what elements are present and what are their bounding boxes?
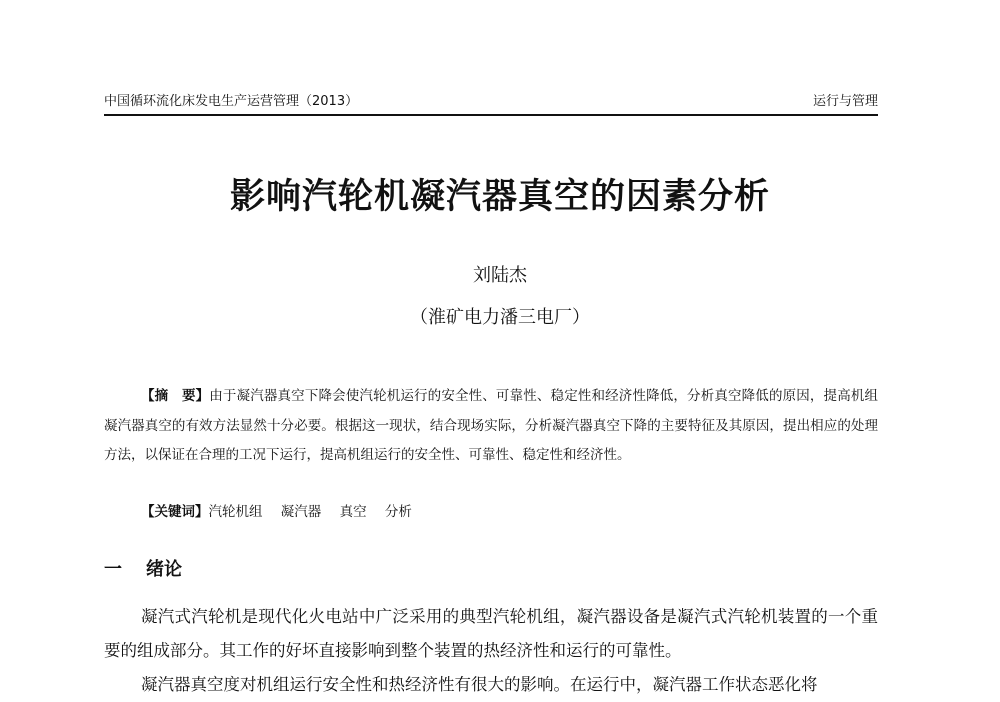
keyword: 分析 <box>384 504 412 520</box>
keyword: 凝汽器 <box>280 504 322 520</box>
section-heading <box>104 556 182 584</box>
author-name: 刘陆杰 <box>473 265 527 286</box>
keywords-label: 【关键词】 <box>141 504 209 520</box>
author-affiliation: （淮矿电力潘三电厂） <box>410 307 590 328</box>
body-paragraph-cutoff: 凝汽器真空度对机组运行安全性和热经济性有很大的影响。在运行中，凝汽器工作状态恶化将 <box>141 675 818 694</box>
section-category: 运行与管理 <box>812 94 878 109</box>
abstract-text: 由于凝汽器真空下降会使汽轮机运行的安全性、可靠性、稳定性和经济性降低，分析真空降低的原因，提高机组凝汽器真空的有效方法显然十分必要。根据这一现状，结合现场实际，分析凝汽器真空下降的主要特征及其原因，提出相应的处理方法，以保证在合理的工况下运行，提高机组运行的安全性、可靠性、稳定性和经济性。 <box>104 388 879 463</box>
section-number: 一 <box>104 559 122 580</box>
paper-title: 影响汽轮机凝汽器真空的因素分析 <box>229 177 770 217</box>
keyword: 汽轮机组 <box>208 504 263 520</box>
keyword: 真空 <box>339 504 367 520</box>
running-header <box>104 92 878 116</box>
body-paragraph: 凝汽式汽轮机是现代化火电站中广泛采用的典型汽轮机组，凝汽器设备是凝汽式汽轮机装置的一个重要的组成部分。其工作的好坏直接影响到整个装置的热经济性和运行的可靠性。 <box>104 607 878 660</box>
keywords <box>141 498 426 526</box>
abstract <box>104 382 878 471</box>
section-title: 绪论 <box>146 559 182 580</box>
journal-name: 中国循环流化床发电生产运营管理（2013） <box>104 94 359 109</box>
abstract-label: 【摘 要】 <box>141 388 210 404</box>
